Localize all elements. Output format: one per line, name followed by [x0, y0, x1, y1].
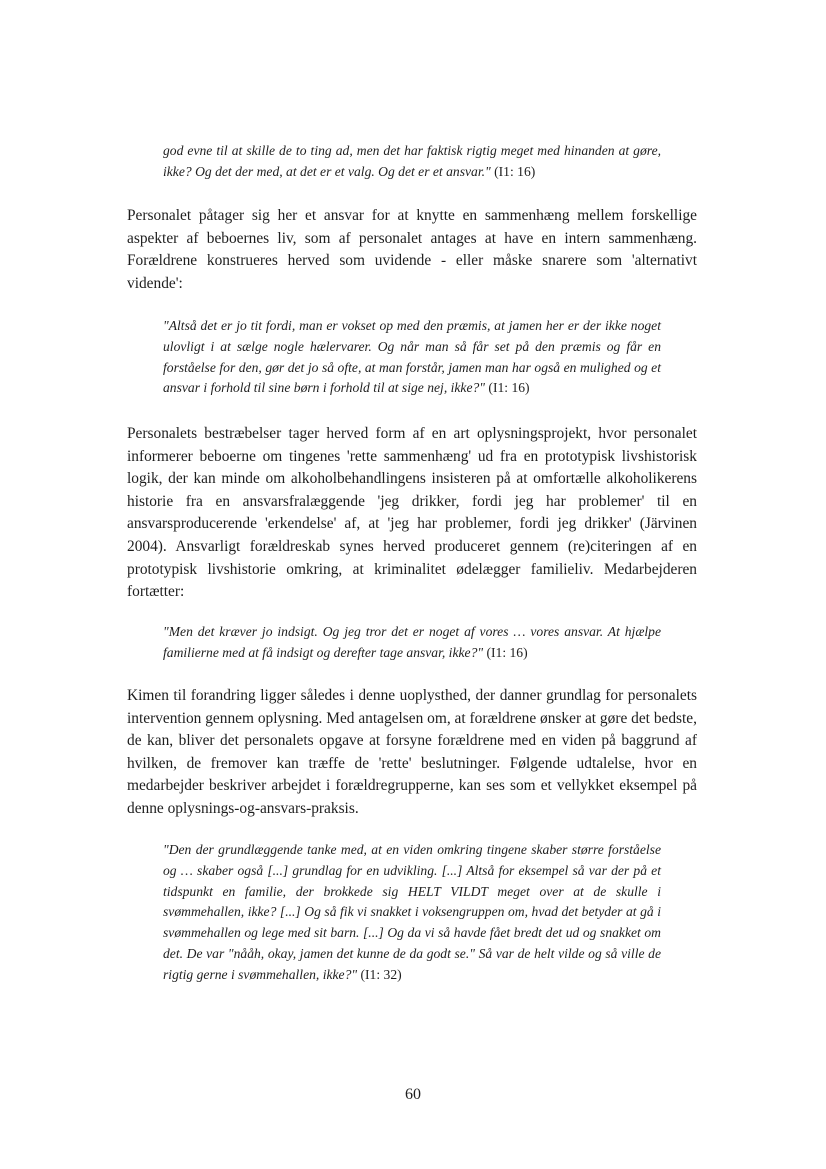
block-quote	[163, 840, 661, 986]
block-quote	[163, 622, 661, 664]
block-quote	[163, 316, 661, 399]
quote-text: "Altså det er jo tit fordi, man er vokset op med den præmis, at jamen her er der ikke noget ulovligt i at sælge nogle hælervarer. Og når man så får set på den præmis og får en forståelse for den, gør det jo så ofte, at man forstår, jamen man har også en mulighed og et ansvar i forhold til sine børn i forhold til at sige nej, ikke?"	[163, 318, 661, 396]
body-paragraph: Kimen til forandring ligger således i denne uoplysthed, der danner grundlag for personalets intervention gennem oplysning. Med antagelsen om, at forældrene ønsker at gøre det bedste, de kan, bliver det personalets opgave at forsyne forældrene med en viden på baggrund af hvilken, de fremover kan træffe de 'rette' beslutninger. Følgende udtalelse, hvor en medarbejder beskriver arbejdet i forældregrupperne, kan ses som et vellykket eksempel på denne oplysnings-og-ansvars-praksis.	[127, 687, 697, 817]
quote-text: "Men det kræver jo indsigt. Og jeg tror det er noget af vores … vores ansvar. At hjælpe familierne med at få indsigt og derefter tage ansvar, ikke?"	[163, 624, 661, 660]
body-paragraph: Personalet påtager sig her et ansvar for at knytte en sammenhæng mellem forskellige aspekter af beboernes liv, som af personalet antages at have en intern sammenhæng. Forældrene konstrueres herved som uvidende - eller måske snarere som 'alternativt vidende':	[127, 207, 697, 292]
quote-reference: (I1: 16)	[494, 163, 536, 179]
quote-reference: (I1: 16)	[486, 644, 528, 660]
quote-text: god evne til at skille de to ting ad, men det har faktisk rigtig meget med hinanden at gøre, ikke? Og det der med, at det er et valg. Og det er et ansvar."	[163, 143, 661, 179]
quote-reference: (I1: 16)	[488, 380, 530, 396]
body-paragraph: Personalets bestræbelser tager herved form af en art oplysningsprojekt, hvor personalet informerer beboerne om tingenes 'rette sammenhæng' ud fra en prototypisk livshistorisk logik, der kan minde om alkoholbehandlingens insisteren på at omfortælle alkoholikerens historie fra en ansvarsfralæggende 'jeg drikker, fordi jeg har problemer' til en ansvarsproducerende 'erkendelse' af, at 'jeg har problemer, fordi jeg drikker' (Järvinen 2004). Ansvarligt forældreskab synes herved produceret gennem (re)citeringen af en prototypisk livshistorie omkring, at kriminalitet ødelægger familieliv. Medarbejderen fortætter:	[127, 425, 697, 601]
quote-text: "Den der grundlæggende tanke med, at en viden omkring tingene skaber større forståelse og … skaber også [...] grundlag for en udvikling. [...] Altså for eksempel så var der på et tidspunkt en familie, der brokkede sig HELT VILDT meget over at de skulle i svømmehallen, ikke? [...] Og så fik vi snakket i voksengruppen om, hvad det betyder at gå i svømmehallen og lege med sit barn. [...] Og da vi så havde fået bredt det ud og snakket om det. De var "nååh, okay, jamen det kunne de da godt se." Så var de helt vilde og så ville de rigtig gerne i svømmehallen, ikke?"	[163, 842, 661, 982]
block-quote	[163, 141, 661, 183]
quote-reference: (I1: 32)	[360, 966, 402, 982]
page-number: 60	[405, 1086, 421, 1103]
